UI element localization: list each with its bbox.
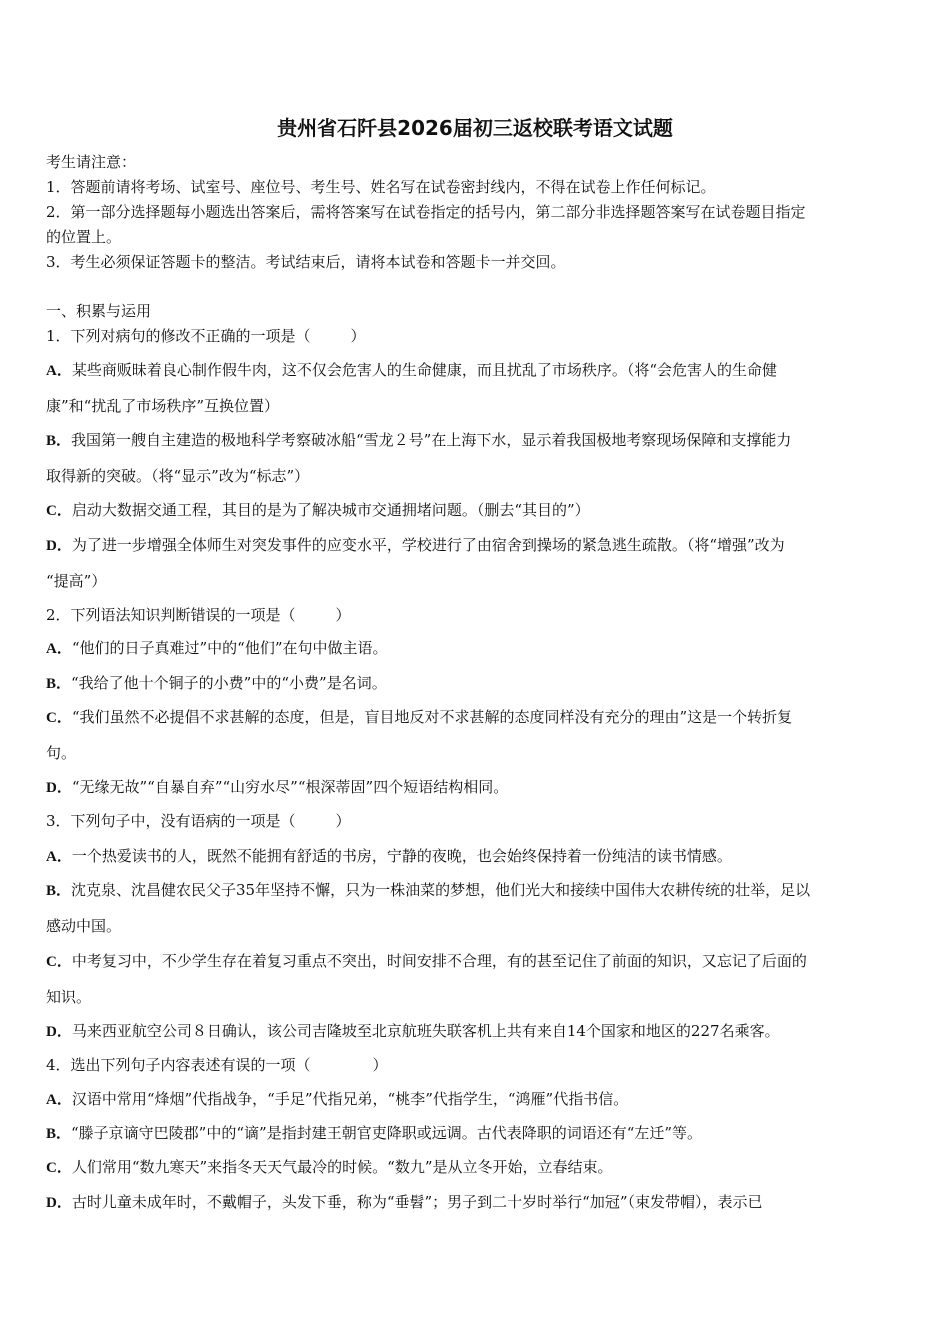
question-stem: 3．下列句子中，没有语病的一项是（ ） (46, 812, 351, 830)
option-line-cont: 康”和“扰乱了市场秩序”互换位置） (46, 397, 280, 415)
option-line: A．汉语中常用“烽烟”代指战争，“手足”代指兄弟，“桃李”代指学生，“鸿雁”代指书信。 (46, 1090, 629, 1108)
page-title: 贵州省石阡县2026届初三返校联考语文试题 (277, 116, 673, 140)
notice-heading: 考生请注意： (46, 153, 137, 171)
option-line: A．某些商贩昧着良心制作假牛肉，这不仅会危害人的生命健康，而且扰乱了市场秩序。（将“会危害人的生命健 (46, 361, 778, 379)
option-line: B．沈克泉、沈昌健农民父子35年坚持不懈，只为一株油菜的梦想，他们光大和接续中国伟大农耕传统的壮举，足以 (46, 881, 811, 899)
notice-item: 1．答题前请将考场、试室号、座位号、考生号、姓名写在试卷密封线内，不得在试卷上作任何标记。 (46, 178, 716, 196)
question-stem: 2．下列语法知识判断错误的一项是（ ） (46, 606, 351, 624)
section-heading: 一、积累与运用 (46, 302, 152, 320)
option-line: D．古时儿童未成年时，不戴帽子，头发下垂，称为“垂髫”；男子到二十岁时举行“加冠”（束发带帽），表示已 (46, 1193, 763, 1211)
option-line-cont: 感动中国。 (46, 917, 122, 935)
option-line: A．一个热爱读书的人，既然不能拥有舒适的书房，宁静的夜晚，也会始终保持着一份纯洁的读书情感。 (46, 847, 732, 865)
question-stem: 1．下列对病句的修改不正确的一项是（ ） (46, 327, 366, 345)
option-line: B．我国第一艘自主建造的极地科学考察破冰船“雪龙２号”在上海下水，显示着我国极地考察现场保障和支撑能力 (46, 431, 792, 449)
option-line: A．“他们的日子真难过”中的“他们”在句中做主语。 (46, 639, 388, 657)
notice-item: 2．第一部分选择题每小题选出答案后，需将答案写在试卷指定的括号内，第二部分非选择题答案写在试卷题目指定 (46, 203, 806, 221)
option-line-cont: “提高”） (46, 572, 107, 590)
option-line: D．马来西亚航空公司８日确认，该公司吉隆坡至北京航班失联客机上共有来自14个国家和地区的227名乘客。 (46, 1022, 780, 1040)
option-line: D．“无缘无故”“自暴自弃”“山穷水尽”“根深蒂固”四个短语结构相同。 (46, 778, 509, 796)
question-stem: 4．选出下列句子内容表述有误的一项（ ） (46, 1056, 388, 1074)
option-line: C．“我们虽然不必提倡不求甚解的态度，但是，盲目地反对不求甚解的态度同样没有充分的理由”这是一个转折复 (46, 708, 793, 726)
option-line: D．为了进一步增强全体师生对突发事件的应变水平，学校进行了由宿舍到操场的紧急逃生疏散。（将“增强”改为 (46, 536, 785, 554)
notice-item: 的位置上。 (46, 228, 122, 246)
option-line: B．“滕子京谪守巴陵郡”中的“谪”是指封建王朝官吏降职或远调。古代表降职的词语还有“左迁”等。 (46, 1124, 703, 1142)
option-line: C．启动大数据交通工程，其目的是为了解决城市交通拥堵问题。（删去“其目的”） (46, 501, 590, 519)
option-line: C．中考复习中，不少学生存在着复习重点不突出，时间安排不合理，有的甚至记住了前面的知识，又忘记了后面的 (46, 952, 807, 970)
option-line-cont: 知识。 (46, 988, 92, 1006)
option-line: C．人们常用“数九寒天”来指冬天天气最冷的时候。“数九”是从立冬开始，立春结束。 (46, 1158, 613, 1176)
notice-item: 3．考生必须保证答题卡的整洁。考试结束后，请将本试卷和答题卡一并交回。 (46, 253, 566, 271)
option-line-cont: 句。 (46, 744, 77, 762)
option-line: B．“我给了他十个铜子的小费”中的“小费”是名词。 (46, 674, 387, 692)
option-line-cont: 取得新的突破。（将“显示”改为“标志”） (46, 467, 310, 485)
